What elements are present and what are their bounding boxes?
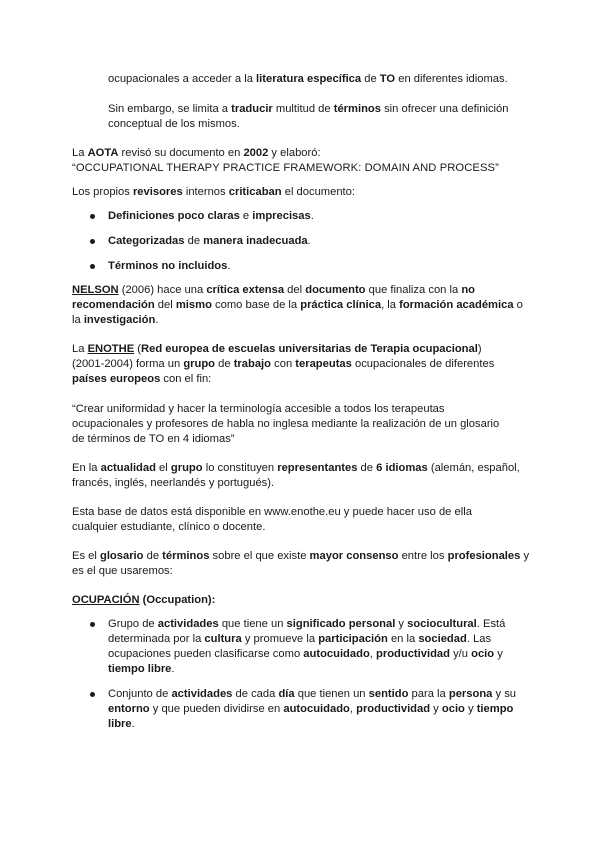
enothe-line-2: (2001-2004) forma un grupo de trabajo con terapeutas ocupacionales de diferentes (72, 358, 495, 370)
intro-line-1: ocupacionales a acceder a la literatura específica de TO en diferentes idiomas. (108, 73, 508, 85)
nelson-line-2: recomendación del mismo como base de la práctica clínica, la formación académica o (72, 299, 523, 311)
revisores-line: Los propios revisores internos criticaban el documento: (72, 186, 355, 198)
def2-line-2: entorno y que pueden dividirse en autocuidado, productividad y ocio y tiempo (108, 703, 514, 715)
quote-line-3: de términos de TO en 4 idiomas” (72, 433, 235, 445)
intro-line-2: Sin embargo, se limita a traducir multitud de términos sin ofrecer una definición (108, 103, 509, 115)
enothe-line-1: La ENOTHE (Red europea de escuelas universitarias de Terapia ocupacional) (72, 343, 482, 355)
base-line-1: Esta base de datos está disponible en www.enothe.eu y puede hacer uso de ella (72, 506, 472, 518)
quote-line-2: ocupacionales y profesores de habla no inglesa mediante la realización de un glosario (72, 418, 500, 430)
aota-line-1: La AOTA revisó su documento en 2002 y elaboró: (72, 147, 321, 159)
def2-line-3: libre. (108, 718, 135, 730)
nelson-line-1: NELSON (2006) hace una crítica extensa del documento que finaliza con la no (72, 284, 475, 296)
base-line-2: cualquier estudiante, clínico o docente. (72, 521, 266, 533)
ocupacion-heading: OCUPACIÓN (Occupation): (72, 594, 216, 606)
glosario-line-2: es el que usaremos: (72, 565, 173, 577)
def2-line-1: Conjunto de actividades de cada día que tienen un sentido para la persona y su (108, 688, 517, 700)
aota-framework-title: “OCCUPATIONAL THERAPY PRACTICE FRAMEWORK: DOMAIN AND PROCESS” (72, 162, 499, 174)
nelson-line-3: la investigación. (72, 314, 159, 326)
list-item: Categorizadas de manera inadecuada. (108, 235, 311, 247)
def1-line-2: determinada por la cultura y promueve la participación en la sociedad. Las (108, 633, 492, 645)
def1-line-1: Grupo de actividades que tiene un significado personal y sociocultural. Está (108, 618, 506, 630)
list-item: Términos no incluidos. (108, 260, 231, 272)
def1-line-4: tiempo libre. (108, 663, 175, 675)
intro-line-3: conceptual de los mismos. (108, 118, 240, 130)
def1-line-3: ocupaciones pueden clasificarse como autocuidado, productividad y/u ocio y (108, 648, 503, 660)
glosario-line-1: Es el glosario de términos sobre el que existe mayor consenso entre los profesionales y (72, 550, 530, 562)
grupo-line-2: francés, inglés, neerlandés y portugués). (72, 477, 275, 489)
grupo-line-1: En la actualidad el grupo lo constituyen representantes de 6 idiomas (alemán, español, (72, 462, 520, 474)
enothe-line-3: países europeos con el fin: (72, 373, 212, 385)
quote-line-1: “Crear uniformidad y hacer la terminología accesible a todos los terapeutas (72, 403, 445, 415)
list-item: Definiciones poco claras e imprecisas. (108, 210, 314, 222)
